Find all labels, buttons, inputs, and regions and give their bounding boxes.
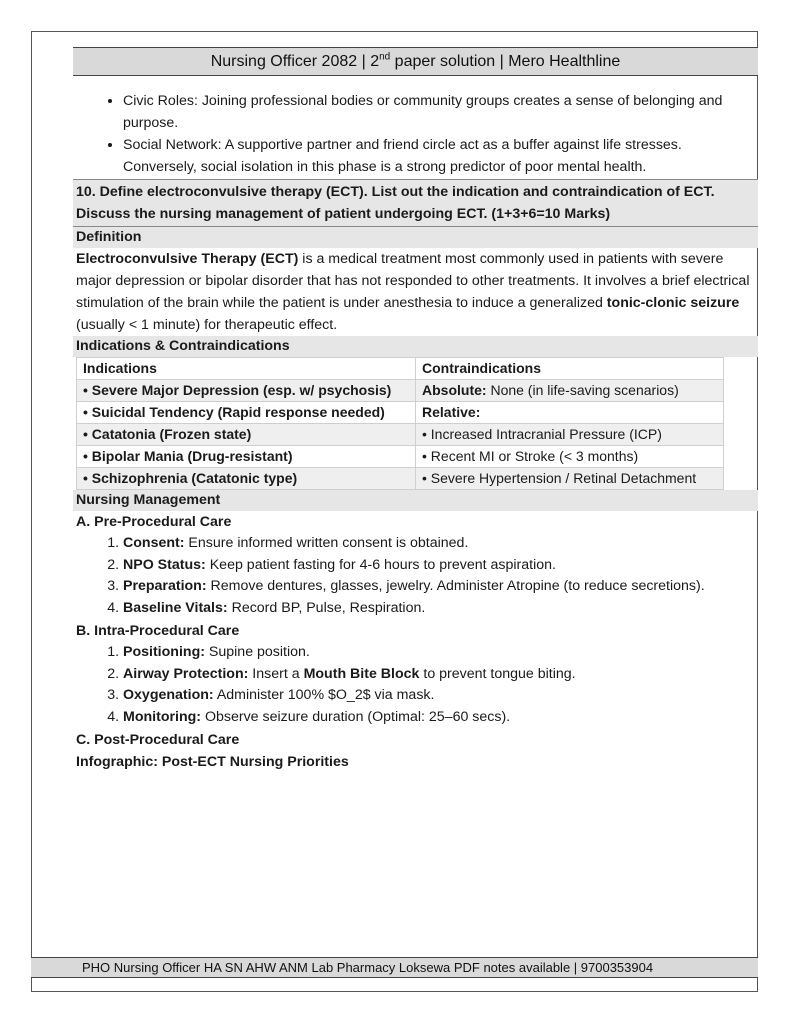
- list-item: [123, 685, 758, 707]
- item-label: Preparation:: [123, 578, 207, 595]
- cell-text: None (in life-saving scenarios): [486, 382, 679, 398]
- item-label: Airway Protection:: [123, 665, 249, 682]
- definition-bold: tonic-clonic seizure: [606, 295, 740, 311]
- table-row: [77, 402, 724, 424]
- table-cell: • Bipolar Mania (Drug-resistant): [77, 446, 416, 468]
- item-label: Baseline Vitals:: [123, 600, 228, 617]
- table-cell: [416, 446, 724, 468]
- item-label: Oxygenation:: [123, 687, 214, 704]
- section-heading: Nursing Management: [73, 490, 758, 511]
- table-cell: [416, 380, 724, 402]
- item-text: Observe seizure duration (Optimal: 25–60 secs).: [201, 708, 511, 725]
- table-row: [77, 468, 724, 490]
- item-label: NPO Status:: [123, 556, 206, 573]
- item-text: Ensure informed written consent is obtained.: [184, 535, 469, 551]
- cell-text: • Severe Hypertension / Retinal Detachment: [422, 470, 697, 486]
- list-item: • Civic Roles: Joining professional bodies or community groups creates a sense of belonging and purpose.: [123, 90, 758, 134]
- table-row: [77, 424, 724, 446]
- subsection-title: C. Post-Procedural Care: [76, 731, 240, 748]
- question-box: [73, 179, 758, 227]
- section-heading: Indications & Contraindications: [73, 336, 758, 357]
- definition-text: is a medical treatment most commonly used in patients with severe major depression or bipolar disorder that has not responded to other treatments. It involves a brief electrical stimulation of the brain while the patient is under anesthesia to induce a generalized: [76, 251, 750, 311]
- question-line: 10. Define electroconvulsive therapy (ECT). List out the indication and contraindication of ECT.: [76, 184, 715, 200]
- table-row: [77, 446, 724, 468]
- list-item: [123, 576, 758, 598]
- section-heading: Definition: [73, 227, 758, 248]
- column-header: Contraindications: [416, 358, 724, 380]
- bullet-list: [73, 90, 758, 178]
- numbered-list: [73, 642, 758, 729]
- question-line: Discuss the nursing management of patient undergoing ECT. (1+3+6=10 Marks): [76, 206, 611, 222]
- item-emphasis: Mouth Bite Block: [303, 665, 420, 682]
- subsection-title: B. Intra-Procedural Care: [76, 622, 240, 639]
- item-text: Insert a: [248, 665, 304, 682]
- column-header: Indications: [77, 358, 416, 380]
- subsection-title: A. Pre-Procedural Care: [76, 514, 232, 530]
- item-text: Remove dentures, glasses, jewelry. Administer Atropine (to reduce secretions).: [206, 578, 705, 595]
- table-row: [77, 380, 724, 402]
- table-cell: • Schizophrenia (Catatonic type): [77, 468, 416, 490]
- item-label: Consent:: [123, 535, 185, 551]
- cell-bold: Relative:: [422, 404, 481, 420]
- list-item: [123, 664, 758, 686]
- table-cell: • Catatonia (Frozen state): [77, 424, 416, 446]
- list-item: [123, 533, 758, 555]
- list-item: [123, 707, 758, 729]
- header-superscript: nd: [379, 51, 391, 63]
- list-item: • Social Network: A supportive partner and friend circle act as a buffer against life stresses. Conversely, social isolation in this phase is a strong predictor of poor mental health.: [123, 134, 758, 178]
- cell-text: • Recent MI or Stroke (< 3 months): [422, 448, 639, 464]
- list-item: [123, 598, 758, 620]
- table-header-row: [77, 358, 724, 380]
- page-footer: PHO Nursing Officer HA SN AHW ANM Lab Pharmacy Loksewa PDF notes available | 9700353904: [31, 957, 758, 978]
- cell-bold: Absolute:: [422, 382, 487, 398]
- indications-table: [76, 357, 724, 490]
- definition-term: Electroconvulsive Therapy (ECT): [76, 251, 299, 267]
- item-label: Positioning:: [123, 643, 205, 660]
- header-title: Nursing Officer 2082 | 2: [210, 53, 380, 70]
- definition-paragraph: [73, 248, 758, 336]
- numbered-list: [73, 533, 758, 620]
- cell-text: • Increased Intracranial Pressure (ICP): [422, 426, 662, 442]
- item-label: Monitoring:: [123, 708, 202, 725]
- infographic-title: Infographic: Post-ECT Nursing Priorities: [76, 753, 349, 770]
- header-title-rest: paper solution | Mero Healthline: [390, 53, 621, 70]
- document-body: [73, 90, 758, 773]
- item-text: to prevent tongue biting.: [419, 665, 576, 682]
- item-text: Record BP, Pulse, Respiration.: [227, 600, 426, 617]
- table-cell: [416, 402, 724, 424]
- item-text: Supine position.: [204, 643, 310, 660]
- item-text: Keep patient fasting for 4-6 hours to prevent aspiration.: [205, 556, 556, 573]
- table-cell: [416, 424, 724, 446]
- definition-text: (usually < 1 minute) for therapeutic effect.: [76, 317, 338, 333]
- table-cell: • Severe Major Depression (esp. w/ psychosis): [77, 380, 416, 402]
- table-cell: [416, 468, 724, 490]
- table-cell: • Suicidal Tendency (Rapid response needed): [77, 402, 416, 424]
- list-item: [123, 642, 758, 664]
- item-text: Administer 100% $O_2$ via mask.: [213, 687, 435, 704]
- page-header: [73, 47, 758, 76]
- list-item: [123, 555, 758, 577]
